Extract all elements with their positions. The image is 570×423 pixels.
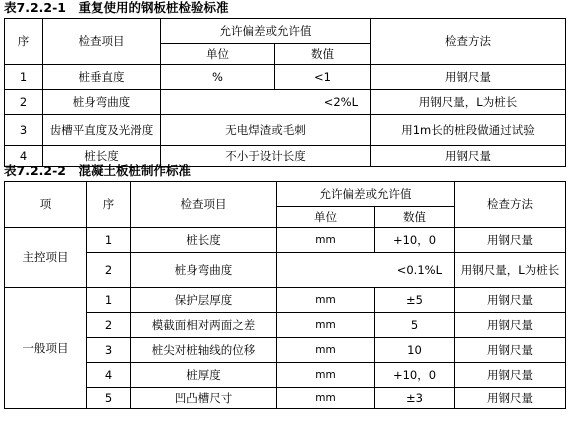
cell-method: 用钢尺量 [455,388,566,409]
cell-method: 用钢尺量 [371,146,566,167]
table1-header-row [5,19,566,44]
cell-item: 桩垂直度 [43,65,161,90]
cell-item: 桩身弯曲度 [131,253,277,288]
table2-caption: 表7.2.2-2 混凝土板桩制作标准 [4,163,191,178]
cell-seq: 2 [87,253,131,288]
cell-method: 用钢尺量 [371,65,566,90]
group-label: 主控项目 [5,228,87,288]
cell-item: 桩厚度 [131,363,277,388]
header-item: 检查项目 [43,19,161,65]
cell-method: 用钢尺量 [455,228,566,253]
table-row [5,90,566,115]
cell-method: 用钢尺量 [455,363,566,388]
cell-method: 用钢尺量，L为桩长 [455,253,566,288]
cell-value: +10，0 [375,228,455,253]
cell-item: 凹凸槽尺寸 [131,388,277,409]
cell-item: 保护层厚度 [131,288,277,313]
header-method: 检查方法 [455,182,566,228]
cell-value: <0.1%L [277,253,455,288]
table1 [4,18,566,167]
cell-unit: mm [277,388,375,409]
cell-seq: 1 [87,228,131,253]
cell-item: 桩长度 [43,146,161,167]
cell-method: 用钢尺量，L为桩长 [371,90,566,115]
cell-item: 模截面相对两面之差 [131,313,277,338]
cell-unit: mm [277,288,375,313]
cell-method: 用1m长的桩段做通过试验 [371,115,566,146]
cell-unit: mm [277,313,375,338]
header-tolerance: 允许偏差或允许值 [161,19,371,44]
header-value: 数值 [375,207,455,228]
cell-value: <2%L [161,90,371,115]
header-value: 数值 [275,44,371,65]
group-label: 一般项目 [5,288,87,409]
cell-value: <1 [275,65,371,90]
cell-seq: 4 [87,363,131,388]
cell-unit: mm [277,228,375,253]
cell-seq: 4 [5,146,43,167]
header-tolerance: 允许偏差或允许值 [277,182,455,207]
cell-value: 10 [375,338,455,363]
cell-method: 用钢尺量 [455,338,566,363]
table1-caption: 表7.2.2-1 重复使用的钢板桩检验标准 [4,0,229,15]
table-row [5,388,566,409]
cell-tolerance: 无电焊渣或毛刺 [161,115,371,146]
table-row [5,288,566,313]
cell-unit: % [161,65,275,90]
cell-value: +10，0 [375,363,455,388]
table-row [5,363,566,388]
cell-value: ±5 [375,288,455,313]
cell-method: 用钢尺量 [455,313,566,338]
table-row [5,313,566,338]
header-seq: 序 [87,182,131,228]
cell-seq: 2 [5,90,43,115]
cell-unit: mm [277,338,375,363]
cell-item: 齿槽平直度及光滑度 [43,115,161,146]
cell-tolerance: 不小于设计长度 [161,146,371,167]
header-method: 检查方法 [371,19,566,65]
cell-value: ±3 [375,388,455,409]
cell-value: 5 [375,313,455,338]
cell-item: 桩长度 [131,228,277,253]
header-item: 检查项目 [131,182,277,228]
header-seq: 序 [5,19,43,65]
table-row [5,228,566,253]
table-row [5,253,566,288]
cell-seq: 3 [87,338,131,363]
cell-seq: 3 [5,115,43,146]
cell-item: 桩尖对桩轴线的位移 [131,338,277,363]
table2 [4,181,566,409]
table-row [5,65,566,90]
table-row [5,338,566,363]
cell-method: 用钢尺量 [455,288,566,313]
cell-seq: 2 [87,313,131,338]
cell-seq: 1 [87,288,131,313]
header-unit: 单位 [277,207,375,228]
table-row [5,115,566,146]
cell-seq: 5 [87,388,131,409]
cell-seq: 1 [5,65,43,90]
table2-header-row [5,182,566,207]
header-unit: 单位 [161,44,275,65]
cell-unit: mm [277,363,375,388]
header-category: 项 [5,182,87,228]
cell-item: 桩身弯曲度 [43,90,161,115]
